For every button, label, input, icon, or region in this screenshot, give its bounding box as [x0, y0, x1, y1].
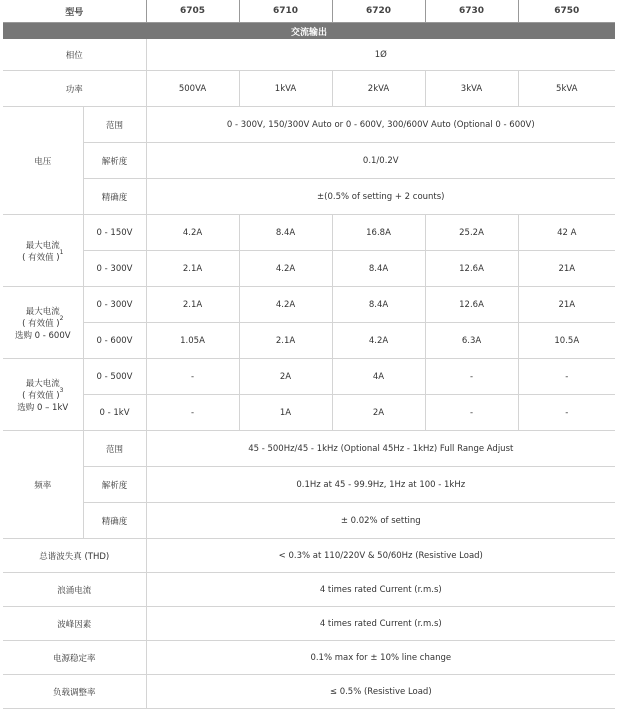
current-value: 2.1A	[146, 251, 239, 287]
current3-label-line3: 选购 0 – 1kV	[17, 402, 69, 413]
load-regulation-value: ≤ 0.5% (Resistive Load)	[146, 675, 615, 709]
current-value: 6.3A	[425, 323, 518, 359]
phase-row	[3, 39, 615, 71]
current1-row	[3, 215, 615, 251]
current1-label-line1: 最大电流	[25, 240, 60, 251]
spec-table	[3, 0, 615, 709]
current-value: 12.6A	[425, 251, 518, 287]
current1-range: 0 - 300V	[83, 251, 146, 287]
frequency-range-row	[3, 431, 615, 467]
current-value: -	[425, 359, 518, 395]
model-header-row	[3, 0, 615, 23]
voltage-resolution-row	[3, 143, 615, 179]
frequency-label: 频率	[3, 431, 83, 539]
voltage-resolution-label: 解析度	[83, 143, 146, 179]
current2-range: 0 - 300V	[83, 287, 146, 323]
thd-value: < 0.3% at 110/220V & 50/60Hz (Resistive Load)	[146, 539, 615, 573]
line-regulation-label: 电源稳定率	[3, 641, 146, 675]
footnote-mark: 2	[59, 314, 64, 322]
section-title: 交流输出	[3, 23, 615, 40]
current2-label-line2	[5, 314, 81, 329]
current2-label-line1: 最大电流	[25, 306, 60, 317]
model-6705: 6705	[146, 0, 239, 23]
voltage-accuracy-row	[3, 179, 615, 215]
current-value: 2.1A	[239, 323, 332, 359]
current-value: 8.4A	[332, 287, 425, 323]
current1-label-rms: ( 有效值 )	[22, 252, 60, 263]
load-regulation-row	[3, 675, 615, 709]
frequency-accuracy-label: 精确度	[83, 503, 146, 539]
voltage-accuracy-label: 精确度	[83, 179, 146, 215]
crest-label: 波峰因素	[3, 607, 146, 641]
crest-value: 4 times rated Current (r.m.s)	[146, 607, 615, 641]
current3-label	[3, 359, 83, 431]
frequency-range-label: 范围	[83, 431, 146, 467]
current2-row	[3, 323, 615, 359]
frequency-accuracy-row	[3, 503, 615, 539]
phase-label: 相位	[3, 39, 146, 71]
thd-label: 总谐波失真 (THD)	[3, 539, 146, 573]
power-value: 500VA	[146, 71, 239, 107]
line-regulation-value: 0.1% max for ± 10% line change	[146, 641, 615, 675]
inrush-row	[3, 573, 615, 607]
frequency-resolution-value: 0.1Hz at 45 - 99.9Hz, 1Hz at 100 - 1kHz	[146, 467, 615, 503]
power-value: 5kVA	[518, 71, 615, 107]
current3-range: 0 - 1kV	[83, 395, 146, 431]
section-bar	[3, 23, 615, 40]
current1-label-line2	[5, 248, 81, 263]
voltage-label: 电压	[3, 107, 83, 215]
thd-row	[3, 539, 615, 573]
current3-row	[3, 359, 615, 395]
current-value: -	[518, 359, 615, 395]
footnote-mark: 1	[59, 248, 64, 256]
current-value: 2A	[332, 395, 425, 431]
current3-range: 0 - 500V	[83, 359, 146, 395]
current2-row	[3, 287, 615, 323]
current-value: -	[146, 395, 239, 431]
power-value: 2kVA	[332, 71, 425, 107]
current-value: 25.2A	[425, 215, 518, 251]
current2-label-rms: ( 有效值 )	[22, 318, 60, 329]
current-value: 8.4A	[332, 251, 425, 287]
current3-row	[3, 395, 615, 431]
current2-label-line3: 选购 0 - 600V	[14, 330, 71, 341]
current-value: 2.1A	[146, 287, 239, 323]
power-label: 功率	[3, 71, 146, 107]
current-value: 42 A	[518, 215, 615, 251]
current-value: 4.2A	[239, 251, 332, 287]
crest-row	[3, 607, 615, 641]
inrush-value: 4 times rated Current (r.m.s)	[146, 573, 615, 607]
current-value: 4.2A	[332, 323, 425, 359]
voltage-range-value: 0 - 300V, 150/300V Auto or 0 - 600V, 300/600V Auto (Optional 0 - 600V)	[146, 107, 615, 143]
current-value: 4.2A	[239, 287, 332, 323]
frequency-range-value: 45 - 500Hz/45 - 1kHz (Optional 45Hz - 1kHz) Full Range Adjust	[146, 431, 615, 467]
current-value: 4.2A	[146, 215, 239, 251]
model-6720: 6720	[332, 0, 425, 23]
current-value: 21A	[518, 251, 615, 287]
phase-value: 1Ø	[146, 39, 615, 71]
voltage-range-label: 范围	[83, 107, 146, 143]
inrush-label: 浪涌电流	[3, 573, 146, 607]
current3-label-line2	[5, 386, 81, 401]
voltage-accuracy-value: ±(0.5% of setting + 2 counts)	[146, 179, 615, 215]
current3-label-rms: ( 有效值 )	[22, 390, 60, 401]
current-value: 21A	[518, 287, 615, 323]
voltage-resolution-value: 0.1/0.2V	[146, 143, 615, 179]
power-row	[3, 71, 615, 107]
current1-row	[3, 251, 615, 287]
model-label: 型号	[3, 0, 146, 23]
current1-range: 0 - 150V	[83, 215, 146, 251]
current-value: 8.4A	[239, 215, 332, 251]
current3-label-line1: 最大电流	[25, 378, 60, 389]
current-value: -	[518, 395, 615, 431]
footnote-mark: 3	[59, 386, 64, 394]
voltage-range-row	[3, 107, 615, 143]
current-value: 1A	[239, 395, 332, 431]
current-value: 10.5A	[518, 323, 615, 359]
current-value: 12.6A	[425, 287, 518, 323]
current-value: 2A	[239, 359, 332, 395]
power-value: 3kVA	[425, 71, 518, 107]
current-value: -	[425, 395, 518, 431]
model-6750: 6750	[518, 0, 615, 23]
current-value: 4A	[332, 359, 425, 395]
load-regulation-label: 负载调整率	[3, 675, 146, 709]
model-6730: 6730	[425, 0, 518, 23]
current2-range: 0 - 600V	[83, 323, 146, 359]
line-regulation-row	[3, 641, 615, 675]
current-value: 16.8A	[332, 215, 425, 251]
power-value: 1kVA	[239, 71, 332, 107]
current2-label	[3, 287, 83, 359]
model-6710: 6710	[239, 0, 332, 23]
frequency-resolution-label: 解析度	[83, 467, 146, 503]
frequency-accuracy-value: ± 0.02% of setting	[146, 503, 615, 539]
current1-label	[3, 215, 83, 287]
current-value: -	[146, 359, 239, 395]
current-value: 1.05A	[146, 323, 239, 359]
frequency-resolution-row	[3, 467, 615, 503]
